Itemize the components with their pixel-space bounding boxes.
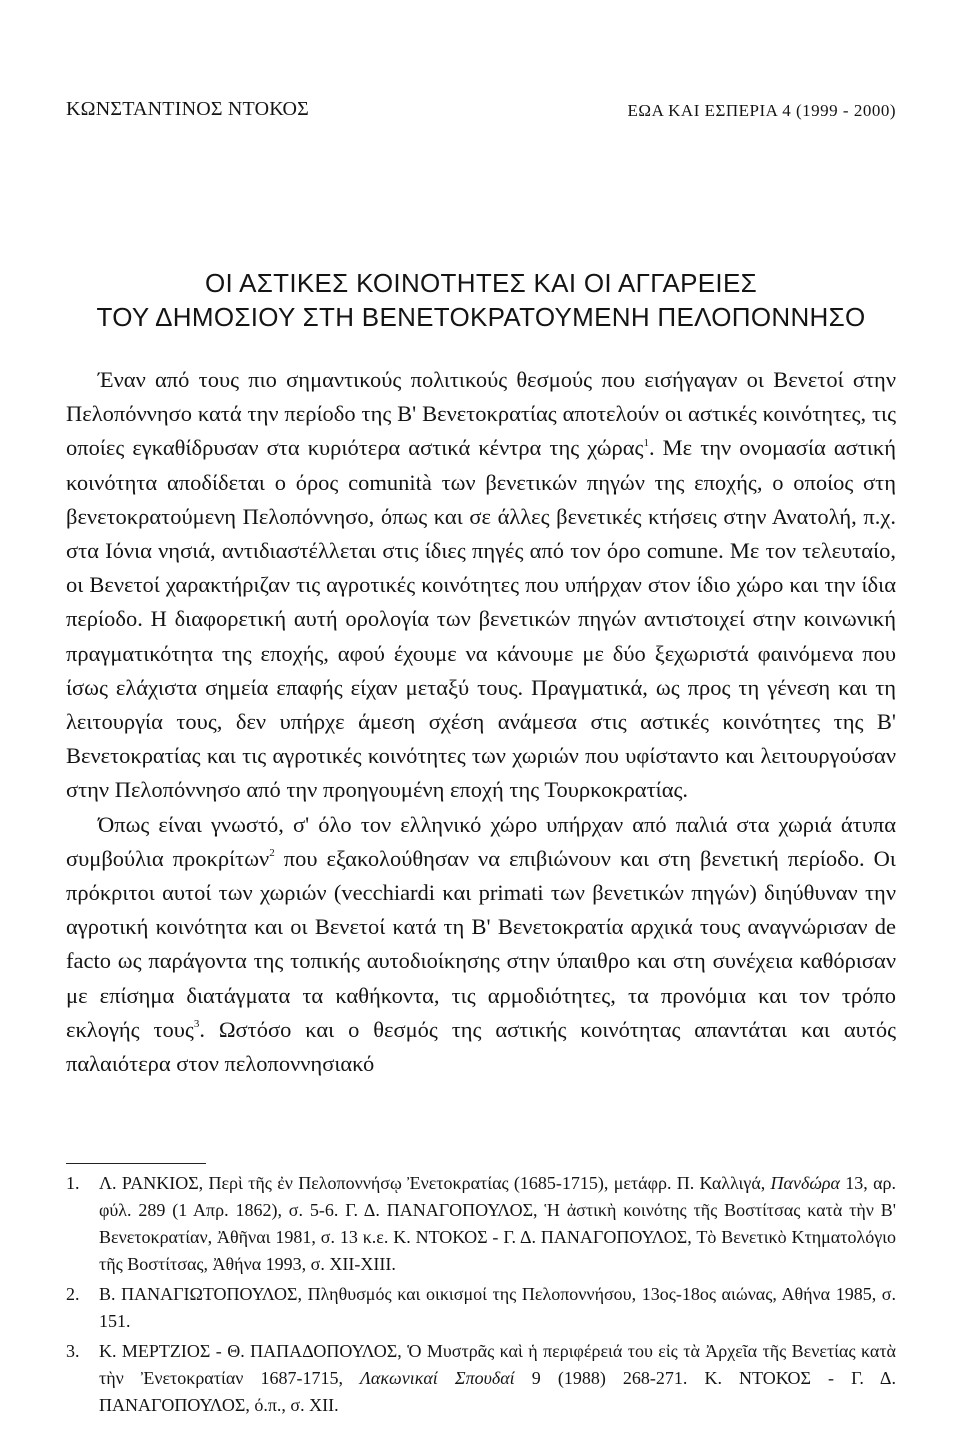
footnote-text-b: 13, αρ. φύλ. 289 (1 Απρ. 1862), σ. 5-6. Γ. Δ. ΠΑΝΑΓΟΠΟΥΛΟΣ, Ἡ ἀστικὴ κοινότης τῆς Βοστίτσας κατὰ τὴν Β' Βενετοκρατίαν, Ἀθῆναι 1981, σ. 13 κ.ε. Κ. ΝΤΟΚΟΣ - Γ. Δ. ΠΑΝΑΓΟΠΟΥΛΟΣ, Τὸ Βενετικὸ Κτηματολόγιο τῆς Βοστίτσας, Ἀθήνα 1993, σ. XII-XIII. bbox=[99, 1173, 896, 1274]
footnote-divider bbox=[66, 1163, 206, 1164]
footnote-number: 1. bbox=[66, 1173, 80, 1193]
running-head bbox=[66, 98, 896, 121]
footnote-text-a: Β. ΠΑΝΑΓΙΩΤΟΠΟΥΛΟΣ, Πληθυσμός και οικισμοί της Πελοποννήσου, 13ος-18ος αιώνας, Αθήνα 1985, σ. 151. bbox=[99, 1284, 896, 1331]
footnote-ref-3[interactable]: 3 bbox=[193, 1018, 200, 1031]
paragraph-2 bbox=[66, 808, 896, 1082]
footnote-text-a: Λ. ΡΑΝΚΙΟΣ, Περὶ τῆς ἐν Πελοποννήσῳ Ἐνετοκρατίας (1685-1715), μετάφρ. Π. Καλλιγά, bbox=[99, 1173, 771, 1193]
footnote-number: 3. bbox=[66, 1341, 80, 1361]
title-line-2: ΤΟΥ ΔΗΜΟΣΙΟΥ ΣΤΗ ΒΕΝΕΤΟΚΡΑΤΟΥΜΕΝΗ ΠΕΛΟΠΟΝΝΗΣΟ bbox=[96, 302, 866, 332]
article-title bbox=[66, 266, 896, 334]
footnote-text bbox=[99, 1170, 896, 1278]
footnote-text-a: Κ. ΜΕΡΤΖΙΟΣ - Θ. ΠΑΠΑΔΟΠΟΥΛΟΣ, Ὁ Μυστρᾶς καὶ ἡ περιφέρειά του εἰς τὰ Ἀρχεῖα τῆς Βενετίας κατὰ τὴν Ἐνετοκρατίαν 1687-1715, bbox=[99, 1341, 896, 1388]
footnotes bbox=[66, 1170, 896, 1422]
footnote-ref-2[interactable]: 2 bbox=[269, 847, 275, 860]
footnote-3 bbox=[66, 1338, 896, 1419]
footnote-text-b: 9 (1988) 268-271. Κ. ΝΤΟΚΟΣ - Γ. Δ. ΠΑΝΑΓΟΠΟΥΛΟΣ, ό.π., σ. XII. bbox=[99, 1368, 896, 1415]
header-journal: ΕΩΑ ΚΑΙ ΕΣΠΕΡΙΑ 4 (1999 - 2000) bbox=[627, 101, 896, 120]
paragraph-2-text-a: Όπως είναι γνωστό, σ' όλο τον ελληνικό χώρο υπήρχαν από παλιά στα χωριά άτυπα συμβούλια προκρίτων bbox=[66, 811, 896, 871]
footnote-italic-title: Λακωνικαί Σπουδαί bbox=[360, 1368, 515, 1388]
footnote-1 bbox=[66, 1170, 896, 1278]
footnote-ref-1[interactable]: 1 bbox=[643, 436, 649, 449]
footnote-italic-title: Πανδώρα bbox=[770, 1173, 840, 1193]
footnote-text bbox=[99, 1281, 896, 1335]
article-body bbox=[66, 363, 896, 1081]
header-author: ΚΩΝΣΤΑΝΤΙΝΟΣ ΝΤΟΚΟΣ bbox=[66, 98, 309, 120]
paragraph-2-text-c: . Ωστόσο και ο θεσμός της αστικής κοινότητας απαντάται και αυτός παλαιότερα στον πελοποννησιακό bbox=[66, 1016, 897, 1077]
footnote-number: 2. bbox=[66, 1284, 80, 1304]
paragraph-1-text-a: Έναν από τους πιο σημαντικούς πολιτικούς θεσμούς που εισήγαγαν οι Βενετοί στην Πελοπόννησο κατά την περίοδο της Β' Βενετοκρατίας αποτελούν οι αστικές κοινότητες, τις οποίες εγκαθίδρυσαν στα κυριότερα αστικά κέντρα της χώρας bbox=[66, 367, 896, 461]
footnote-text bbox=[99, 1338, 896, 1419]
paragraph-2-text-b: που εξακολούθησαν να επιβιώνουν και στη βενετική περίοδο. Οι πρόκριτοι αυτοί των χωριών (vecchiardi και primati των βενετικών πηγών) διηύθυναν την αγροτική κοινότητα και οι Βενετοί κατά τη Β' Βενετοκρατία αρχικά τους αναγνώρισαν de facto ως παράγοντα της τοπικής αυτοδιοίκησης στην ύπαιθρο και στη συνέχεια καθόρισαν με επίσημα διατάγματα τα καθήκοντα, τις αρμοδιότητες, τα προνόμια και τον τρόπο εκλογής τους bbox=[66, 845, 896, 1042]
footnote-2 bbox=[66, 1281, 896, 1335]
paragraph-1 bbox=[66, 363, 896, 808]
paragraph-1-text-b: . Με την ονομασία αστική κοινότητα αποδίδεται ο όρος comunità των βενετικών πηγών της εποχής, ο οποίος στη βενετοκρατούμενη Πελοπόννησο, όπως και σε άλλες βενετικές κτήσεις στην Ανατολή, π.χ. στα Ιόνια νησιά, αντιδιαστέλλεται στις ίδιες πηγές από τον όρο comune. Με τον τελευταίο, οι Βενετοί χαρακτήριζαν τις αγροτικές κοινότητες που υπήρχαν στον ίδιο χώρο και την ίδια περίοδο. Η διαφορετική αυτή ορολογία των βενετικών πηγών αντιστοιχεί στην κοινωνική πραγματικότητα της εποχής, αφού έχουμε να κάνουμε με δύο ξεχωριστά φαινόμενα που ίσως ελάχιστα σημεία επαφής είχαν μεταξύ τους. Πραγματικά, ως προς τη γένεση και τη λειτουργία τους, δεν υπήρχε άμεση σχέση ανάμεσα στις αστικές κοινότητες της Β' Βενετοκρατίας και τις αγροτικές κοινότητες των χωριών που υφίσταντο και λειτουργούσαν στην Πελοπόννησο από την προηγουμένη εποχή της Τουρκοκρατίας. bbox=[66, 435, 896, 803]
title-line-1: ΟΙ ΑΣΤΙΚΕΣ ΚΟΙΝΟΤΗΤΕΣ ΚΑΙ ΟΙ ΑΓΓΑΡΕΙΕΣ bbox=[205, 268, 757, 298]
